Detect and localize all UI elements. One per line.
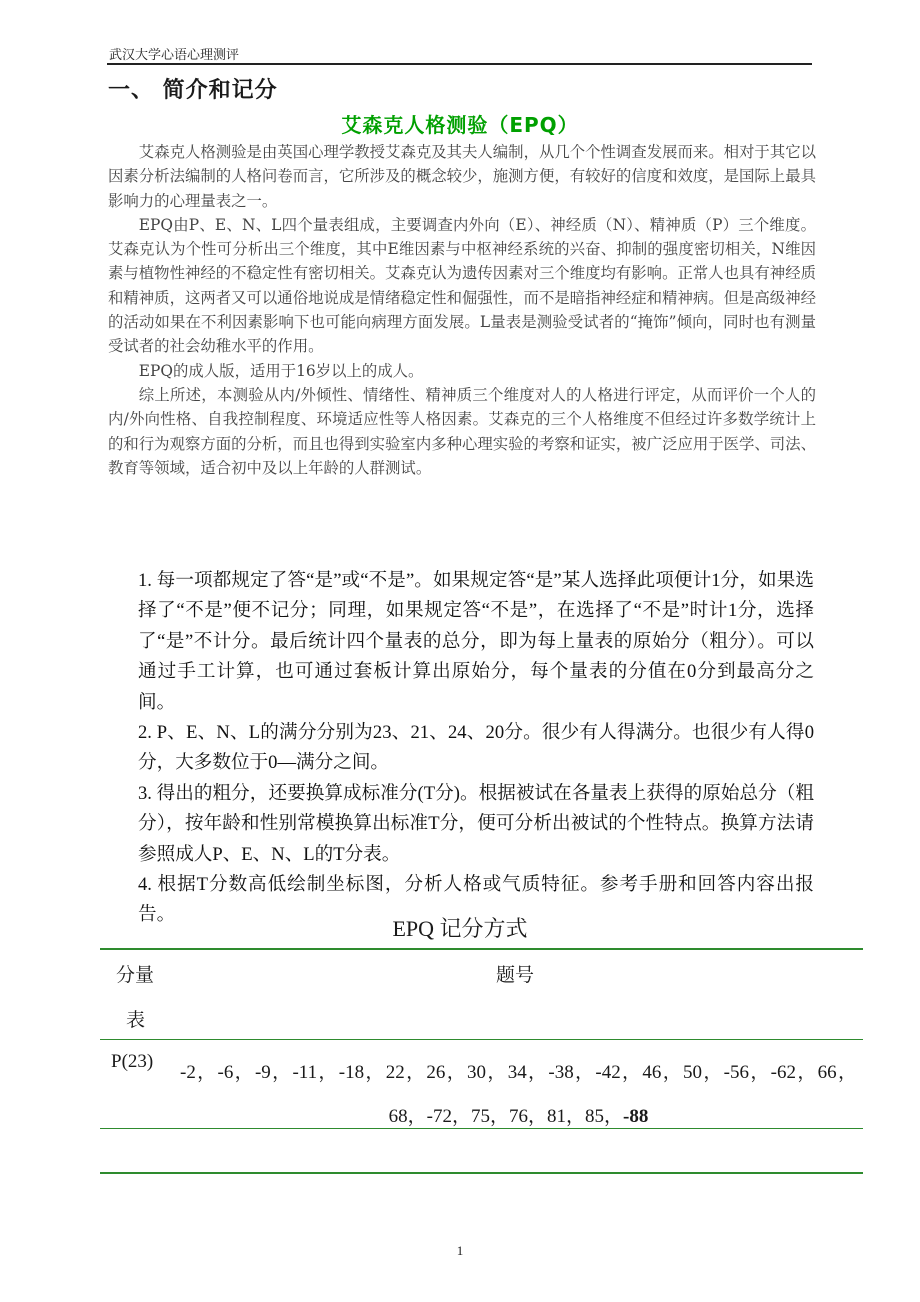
intro-paragraph: EPQ的成人版，适用于16岁以上的成人。: [138, 361, 424, 380]
row-item-numbers-p: [180, 1051, 857, 1139]
scoring-rule: 3. 得出的粗分，还要换算成标准分(T分)。根据被试在各量表上获得的原始总分（粗分），按年龄和性别常模换算出标准T分，便可分析出被试的个性特点。换算方法请参照成人P、E、N、L的T分表。: [138, 782, 814, 865]
table-caption: EPQ 记分方式: [392, 916, 528, 941]
scoring-rule: 2. P、E、N、L的满分分别为23、21、24、20分。很少有人得满分。也很少有人得0分，大多数位于0—满分之间。: [138, 722, 814, 774]
table-top-rule: [100, 948, 863, 950]
table-bottom-rule: [100, 1172, 863, 1174]
intro-paragraph: 艾森克人格测验是由英国心理学教授艾森克及其夫人编制，从几个个性调查发展而来。相对于其它以因素分析法编制的人格问卷而言，它所涉及的概念较少，施测方便，有较好的信度和效度，是国际上最具影响力的心理量表之一。: [108, 143, 816, 210]
header-item-numbers: 题号: [496, 965, 535, 986]
intro-paragraph: EPQ由P、E、N、L四个量表组成，主要调查内外向（E）、神经质（N）、精神质（P）三个维度。艾森克认为个性可分析出三个维度，其中E维因素与中枢神经系统的兴奋、抑制的强度密切相关，N维因素与植物性神经的不稳定性有密切相关。艾森克认为遗传因素对三个维度均有影响。正常人也具有神经质和精神质，这两者又可以通俗地说成是情绪稳定性和倔强性，而不是暗指神经症和精神病。但是高级神经的活动如果在不利因素影响下也可能向病理方面发展。L量表是测验受试者的“掩饰”倾向，同时也有测量受试者的社会幼稚水平的作用。: [108, 215, 816, 356]
page-number: 1: [456, 1243, 464, 1258]
row-scale-p: P(23): [111, 1051, 154, 1072]
scoring-rule: 1. 每一项都规定了答“是”或“不是”。如果规定答“是”某人选择此项便计1分，如果选择了“不是”便不记分；同理，如果规定答“不是”，在选择了“不是”时计1分，选择了“是”不计分。最后统计四个量表的总分，即为每上量表的原始分（粗分）。可以通过手工计算，也可通过套板计算出原始分，每个量表的分值在0分到最高分之间。: [138, 570, 814, 713]
document-title: 艾森克人格测验（EPQ）: [341, 113, 579, 137]
header-rule: [100, 1039, 863, 1040]
item-list: -2，-6，-9，-11，-18，22，26，30，34，-38，-42，46，50，-56，-62，66，68，-72，75，76，81，85，: [180, 1062, 857, 1127]
header-scale-line1: 分量: [116, 965, 155, 986]
intro-paragraph: 综上所述，本测验从内/外倾性、情绪性、精神质三个维度对人的人格进行评定，从而评价一个人的内/外向性格、自我控制程度、环境适应性等人格因素。艾森克的三个人格维度不但经过许多数学统计上的和行为观察方面的分析，而且也得到实验室内多种心理实验的考察和证实，被广泛应用于医学、司法、教育等领域，适合初中及以上年龄的人群测试。: [108, 385, 816, 477]
header-scale-line2: 表: [126, 1010, 146, 1031]
row-rule: [100, 1128, 863, 1129]
section-heading: 一、 简介和记分: [108, 78, 278, 103]
scoring-rule: 4. 根据T分数高低绘制坐标图，分析人格或气质特征。参考手册和回答内容出报告。: [138, 874, 814, 926]
item-last: -88: [623, 1106, 649, 1127]
running-header: 武汉大学心语心理测评: [109, 48, 240, 63]
header-divider: [107, 63, 812, 65]
scoring-rules: [138, 566, 814, 931]
intro-section: [108, 140, 816, 480]
